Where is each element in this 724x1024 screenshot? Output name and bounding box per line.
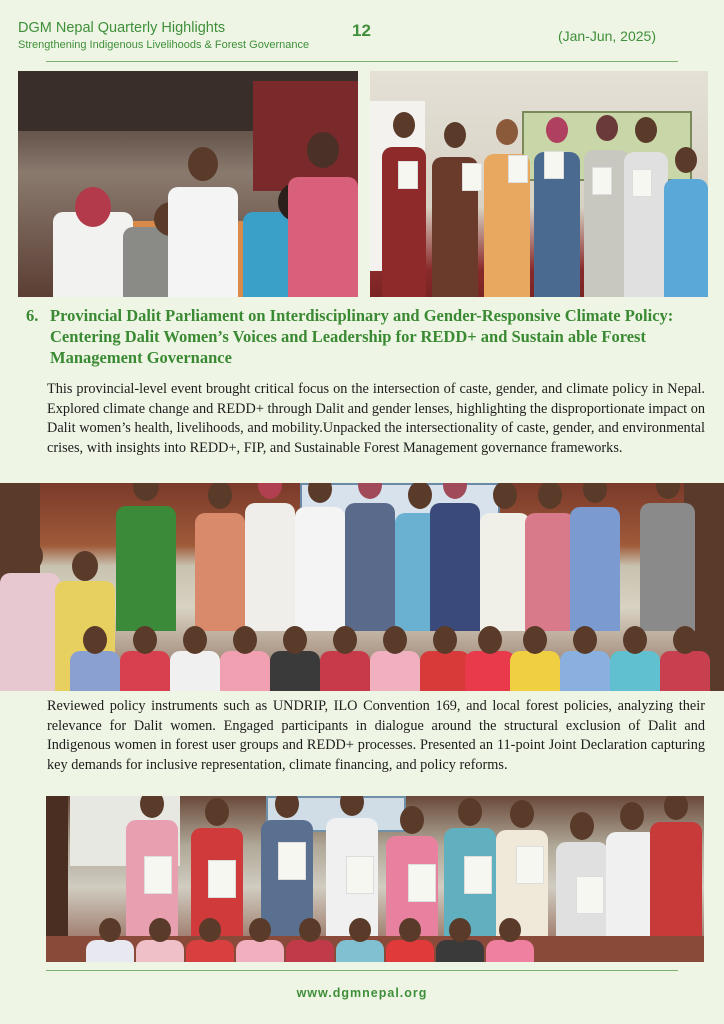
page-header xyxy=(18,18,706,60)
section-number: 6. xyxy=(26,306,39,325)
section-heading xyxy=(26,305,686,368)
newsletter-title: DGM Nepal Quarterly Highlights xyxy=(18,20,226,36)
section-title: Provincial Dalit Parliament on Interdisciplinary and Gender-Responsive Climate Policy: Centering Dalit Women’s Voices and Leadership for REDD+ and Sustain able Forest Management Governance xyxy=(50,306,674,367)
header-divider xyxy=(46,61,678,62)
period-label: (Jan-Jun, 2025) xyxy=(557,28,656,44)
photo-group-with-documents xyxy=(370,71,708,297)
photo-workshop-discussion xyxy=(18,71,358,297)
section-paragraph-2: Reviewed policy instruments such as UNDRIP, ILO Convention 169, and local forest policies, analyzing their relevance for Dalit women. Engaged participants in dialogue around the structural exclusion of Dalit and Indigenous women in forest user groups and REDD+ processes. Presented an 11-point Joint Declaration capturing key demands for inclusive representation, climate financing, and policy reforms. xyxy=(47,698,705,773)
photo-large-group xyxy=(0,483,724,691)
newsletter-subtitle: Strengthening Indigenous Livelihoods & Forest Governance xyxy=(18,39,310,51)
footer-divider xyxy=(46,970,678,971)
page-number: 12 xyxy=(352,21,371,40)
photo-declaration-group xyxy=(46,796,704,962)
section-paragraph-1: This provincial-level event brought critical focus on the intersection of caste, gender, and climate policy in Nepal. Explored climate change and REDD+ through Dalit and gender lenses, highlighting the disproportionate impact on Dalit women’s health, livelihoods, and mobility.Unpacked the intersectionality of caste, gender, and environmental crises, with insights into REDD+, FIP, and Sustainable Forest Management governance frameworks. xyxy=(47,381,706,456)
footer-website-link[interactable]: www.dgmnepal.org xyxy=(296,986,428,1000)
